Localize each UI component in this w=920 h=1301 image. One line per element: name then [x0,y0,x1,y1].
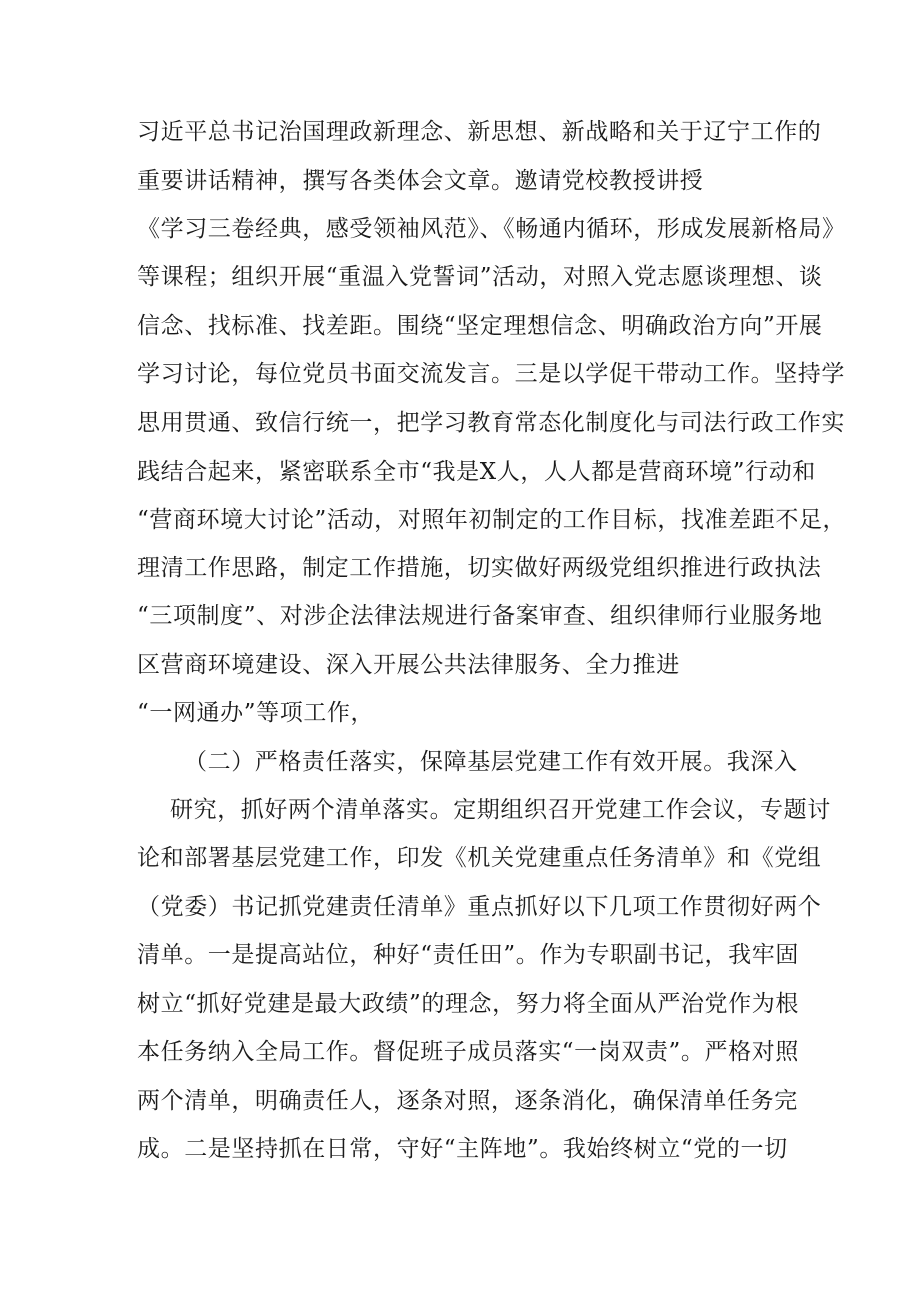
text-line: 区营商环境建设、深入开展公共法律服务、全力推进 [137,652,680,678]
text-line: 树立“抓好党建是最大政绩”的理念，努力将全面从严治党作为根 [137,991,799,1017]
text-line: 《学习三卷经典，感受领袖风范》、《畅通内循环，形成发展新格局》 [137,216,846,242]
text-line: 本任务纳入全局工作。督促班子成员落实“一岗双责”。严格对照 [137,1039,799,1065]
text-line: “三项制度”、对涉企法律法规进行备案审查、组织律师行业服务地 [137,603,823,629]
text-line: 习近平总书记治国理政新理念、新思想、新战略和关于辽宁工作的 [137,119,822,145]
text-line: 思用贯通、致信行统一，把学习教育常态化制度化与司法行政工作实 [137,410,845,436]
text-line: 信念、找标准、找差距。围绕“坚定理想信念、明确政治方向”开展 [137,313,823,339]
text-line: 两个清单，明确责任人，逐条对照，逐条消化，确保清单任务完 [137,1088,798,1114]
text-line: 等课程；组织开展“重温入党誓词”活动，对照入党志愿谈理想、谈 [137,264,823,290]
text-line: 研究，抓好两个清单落实。定期组织召开党建工作会议，专题讨 [170,797,831,823]
text-line: 成。二是坚持抓在日常，守好“主阵地”。我始终树立“党的一切 [137,1136,788,1162]
text-line: “一网通办”等项工作， [137,700,375,726]
text-line: 清单。一是提高站位，种好“责任田”。作为专职副书记，我牢固 [137,942,799,968]
text-line: 论和部署基层党建工作，印发《机关党建重点任务清单》和《党组 [137,845,822,871]
section-heading-line: （二）严格责任落实，保障基层党建工作有效开展。我深入 [184,749,798,775]
text-line: 践结合起来，紧密联系全市“我是X人，人人都是营商环境”行动和 [137,459,816,485]
text-line: （党委）书记抓党建责任清单》重点抓好以下几项工作贯彻好两个 [137,894,822,920]
text-line: 重要讲话精神，撰写各类体会文章。邀请党校教授讲授 [137,168,704,194]
text-line: “营商环境大讨论”活动，对照年初制定的工作目标，找准差距不足， [137,507,847,533]
text-line: 理清工作思路，制定工作措施，切实做好两级党组织推进行政执法 [137,555,822,581]
text-line: 学习讨论，每位党员书面交流发言。三是以学促干带动工作。坚持学 [137,361,845,387]
